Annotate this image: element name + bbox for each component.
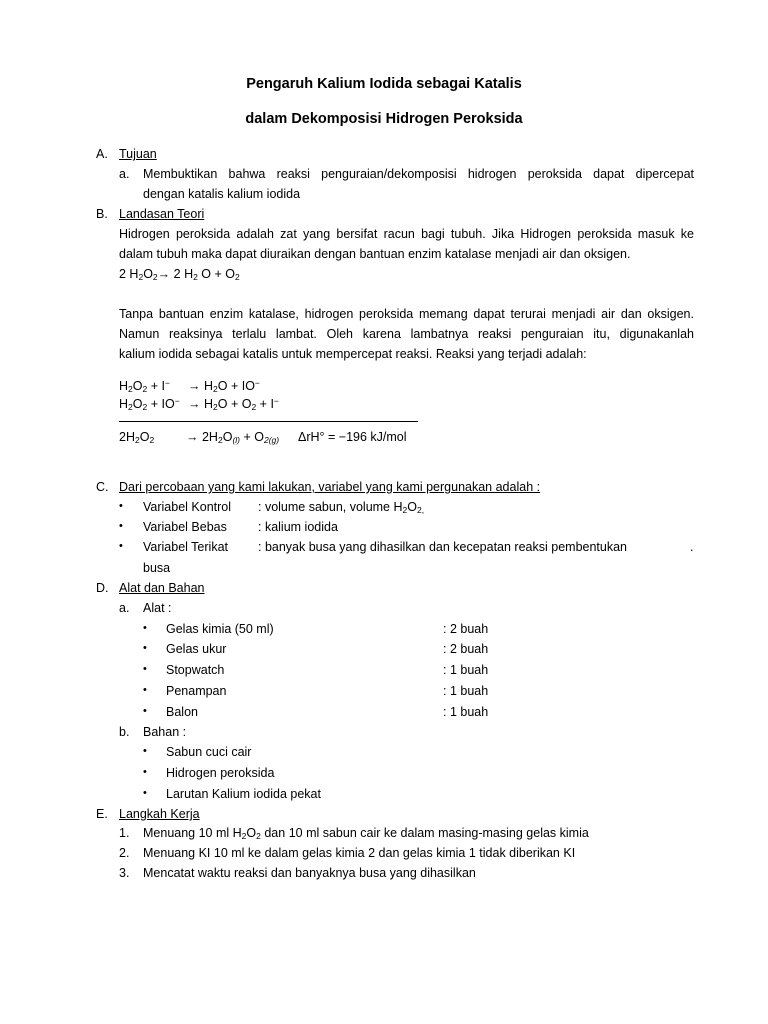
step-number: 1. [119, 826, 130, 840]
alat-label: Alat : [143, 601, 172, 615]
section-b-paragraph-1-line-1: Hidrogen peroksida adalah zat yang bersifat racun bagi tubuh. Jika Hidrogen peroksida masuk ke [119, 227, 694, 241]
bullet-icon: • [119, 520, 123, 532]
document-title-line-1: Pengaruh Kalium Iodida sebagai Katalis [246, 76, 522, 92]
alat-item-name: Gelas ukur [166, 642, 227, 656]
bullet-icon: • [143, 745, 147, 757]
alat-item-qty: : 1 buah [443, 663, 489, 677]
alat-item-qty: : 1 buah [443, 705, 489, 719]
alat-item-name: Gelas kimia (50 ml) [166, 622, 274, 636]
section-e-marker: E. [96, 807, 108, 821]
equation-peroxide-decomposition: 2 $H_2O_2\to 2$ $H_2$ $O + O_2$ [119, 267, 240, 282]
step-number: 2. [119, 846, 130, 860]
variable-dependent-continuation: busa [143, 561, 171, 575]
step-text: Menuang KI 10 ml ke dalam gelas kimia 2 dan gelas kimia 1 tidak diberikan KI [143, 846, 576, 860]
variable-dependent-label: Variabel Terikat [143, 540, 228, 554]
bullet-icon: • [143, 622, 147, 634]
bullet-icon: • [143, 766, 147, 778]
section-c-marker: C. [96, 480, 109, 494]
bullet-icon: • [119, 540, 123, 552]
bullet-icon: • [143, 705, 147, 717]
variable-control-label: Variabel Kontrol [143, 500, 232, 514]
section-c-heading: Dari percobaan yang kami lakukan, variabel yang kami pergunakan adalah : [119, 480, 541, 494]
section-a-item-line-1: Membuktikan bahwa reaksi penguraian/dekomposisi hidrogen peroksida dapat dipercepat [143, 167, 694, 181]
bullet-icon: • [143, 642, 147, 654]
section-e-heading: Langkah Kerja [119, 807, 200, 821]
arrow-icon: → [186, 430, 199, 444]
section-a-heading: Tujuan [119, 147, 157, 161]
bahan-label: Bahan : [143, 725, 187, 739]
arrow-icon: → [157, 267, 171, 281]
section-a-item-marker: a. [119, 167, 130, 181]
bullet-icon: • [143, 787, 147, 799]
reaction-step-1-rhs: → $H_2O + IO^-$ [188, 378, 260, 394]
variable-control-value: : volume sabun, volume $H_2O_{2,}$ [258, 500, 425, 515]
step-number: 3. [119, 866, 130, 880]
document-title-line-2: dalam Dekomposisi Hidrogen Peroksida [245, 111, 523, 127]
reaction-step-1-lhs: $H_2O_2 + I^-$ [119, 378, 170, 394]
variable-independent-value: : kalium iodida [258, 520, 338, 534]
section-b-paragraph-2-line-3: kalium iodida sebagai katalis untuk mempercepat reaksi. Reaksi yang terjadi adalah: [119, 347, 587, 361]
alat-item-name: Stopwatch [166, 663, 225, 677]
section-b-paragraph-1-line-2: dalam tubuh maka dapat diuraikan dengan bantuan enzim katalase menjadi air dan oksigen. [119, 247, 631, 261]
section-d-marker: D. [96, 581, 109, 595]
section-a-item-line-2: dengan katalis kalium iodida [143, 187, 301, 201]
overall-reaction-rhs: → $2H_2O_{(l)} + O_{2(g)}$ [186, 430, 280, 445]
section-d-heading: Alat dan Bahan [119, 581, 205, 595]
section-b-paragraph-2-line-2: Namun reaksinya terlalu lambat. Oleh karena lambatnya reaksi penguraian itu, digunakanlah [119, 327, 694, 341]
variable-independent-label: Variabel Bebas [143, 520, 227, 534]
alat-marker: a. [119, 601, 130, 615]
overall-reaction-lhs: $2H_2O_2$ [119, 430, 155, 445]
alat-item-name: Balon [166, 705, 198, 719]
section-b-paragraph-2-line-1: Tanpa bantuan enzim katalase, hidrogen peroksida memang dapat terurai menjadi air dan oksigen. [119, 307, 694, 321]
section-a-marker: A. [96, 147, 108, 161]
section-b-marker: B. [96, 207, 108, 221]
alat-item-qty: : 2 buah [443, 642, 489, 656]
section-b-heading: Landasan Teori [119, 207, 205, 221]
variable-dependent-value: : banyak busa yang dihasilkan dan kecepatan reaksi pembentukan [258, 540, 628, 554]
step-text: Menuang 10 ml $H_2O_2$ dan 10 ml sabun cair ke dalam masing-masing gelas kimia [143, 826, 589, 841]
reaction-step-2-lhs: $H_2O_2 + IO^-$ [119, 396, 180, 412]
bullet-icon: • [119, 500, 123, 512]
bahan-item: Hidrogen peroksida [166, 766, 275, 780]
alat-item-qty: : 2 buah [443, 622, 489, 636]
bahan-marker: b. [119, 725, 130, 739]
arrow-icon: → [188, 379, 201, 393]
reaction-sum-rule [119, 421, 418, 422]
bahan-item: Larutan Kalium iodida pekat [166, 787, 321, 801]
variable-dependent-tail: . [690, 540, 694, 554]
alat-item-qty: : 1 buah [443, 684, 489, 698]
alat-item-name: Penampan [166, 684, 227, 698]
bullet-icon: • [143, 663, 147, 675]
step-text: Mencatat waktu reaksi dan banyaknya busa yang dihasilkan [143, 866, 476, 880]
bullet-icon: • [143, 684, 147, 696]
arrow-icon: → [188, 397, 201, 411]
bahan-item: Sabun cuci cair [166, 745, 252, 759]
overall-reaction-enthalpy: ΔrH° = −196 kJ/mol [298, 430, 407, 444]
reaction-step-2-rhs: → $H_2O + O_2 + I^-$ [188, 396, 279, 412]
